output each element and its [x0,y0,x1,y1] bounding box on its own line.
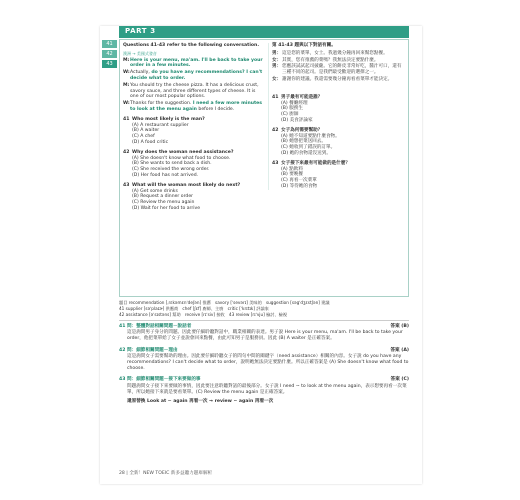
question-text: Who most likely is the man? [132,116,205,122]
vocab-line: 41 supplier [səˈplaɪɚ] 供應商 chef [ʃɛf] 廚師、主廚 critic [ˈkrɪtɪk] 評論家 [119,306,269,311]
explanation-43: 43 問：細節相關問題－接下來要做的事 答案 (C) 問題詢問女子接下來要做的事情，因此要注意聆聽對話的最後部分。女子說 I need ~ to look at the menu again，表示想要再看一次菜單，所以她接下來就是要看菜單。(C) Review the menu again 是正確答案。 還原替換 Look at ~ again 再看一次 → review ~ again 再看一次 [119,377,409,405]
side-tab-42: 42 [102,50,117,58]
explanation-body: 這是詢問女子需要幫助的理由。因此要仔細聆聽女子的問句中間的關鍵字（need assistance）相關的內容。女子說 do you have any recommendations? I can't decide what to order，說明她無法決定要點什麼。所以正確答案是 (A) She doesn't know what food to choose. [127,353,409,372]
option: (B) A waiter [132,128,160,134]
answer-label: 答案 (A) [390,347,409,353]
speaker-label: W: [123,101,130,107]
option: (D) Wait for her food to arrive [132,205,201,211]
translation-intro: 第 41-43 題與以下對話有關。 [272,43,336,48]
question-text: Why does the woman need assistance? [132,149,234,155]
conversation-line: M: You should try the cheese pizza. It has a delicious crust, savory sauce, and three different types of cheese. It is one of our most popular options. [123,82,259,100]
option: (C) She received the wrong order. [132,167,210,173]
key-phrase: do you have any recommendations? I can't decide what to order. [130,70,263,81]
part-label: PART 3 [125,27,156,35]
vocab-line: 42 assistance [əˈsɪstəns] 幫助 receive [rɪˈsiv] 接收 43 review [rɪˈvju] 檢討、檢視 [119,312,288,317]
conversation-intro: Questions 41-43 refer to the following conversation. [123,43,260,48]
explanation-42: 42 問：細節相關問題－理由 答案 (A) 這是詢問女子需要幫助的理由。因此要仔細聆聽女子的問句中間的關鍵字（need assistance）相關的內容。女子說 do you have any recommendations? I can't decide what to order，說明她無法決定要點什麼。所以正確答案是 (A) She doesn't know what food to choose. [119,347,409,372]
explanation-body: 問題詢問女子接下來要做的事情，因此要注意聆聽對話的最後部分。女子說 I need ~ to look at the menu again，表示想要再看一次菜單，所以她接下來就是要看菜單。(C) Review the menu again 是正確答案。 [127,383,407,395]
question-42 [123,150,263,179]
explanation-41: 41 問：整體對話相關問題－說話者 答案 (B) 這是詢問男子身分的問題。因此要仔細聆聽對話中，職業相關的表達。男子說 Here is your menu, ma'am. I'll be back to take your order，他把菜單給了女子並說會回來點餐，由此可知男子是服務員。因此 (B) A waiter 是正確答案。 [119,324,409,342]
key-phrase: Here is your menu, ma'am. I'll be back to take your order in a few minutes. [130,57,263,69]
translation-question-41: 41 男子最有可能是誰？ (A) 餐廳經理 (B) 服務生 (C) 廚師 (D) 美食評論家 [272,94,323,123]
speaker-label: W: [123,70,130,76]
part-banner [119,26,409,38]
speaker-label: M: [123,57,130,63]
answer-label: 答案 (C) [390,377,409,383]
conversation-column [123,43,263,212]
translation-column [268,43,406,190]
translation-question-42: 42 女子為何需要幫助？ (A) 她不知道要點什麼食物。 (B) 她想把菜送回去。 (C) 她收到了錯誤的訂單。 (D) 她的食物還沒送到。 [272,127,340,156]
conversation-line [123,58,263,70]
question-number: 42 [123,149,130,155]
translation-line: 男： 這是您的菜單，女士。我過幾分鐘再回來幫您點餐。 [272,50,388,56]
option: (C) A chef [132,134,155,140]
option: (A) Get some drinks [132,188,178,194]
conversation-line: W: Thanks for the suggestion. I need a few more minutes to look at the menu again before I decide. [123,101,263,112]
question-text: What will the woman most likely do next? [132,182,241,188]
side-tab-43: 43 [102,60,117,68]
vocab-line: 題目 recommendation [ˌrɛkəmɛnˈdeʃən] 推薦 savory [ˈsevərɪ] 美味的 suggestion [səgˈdʒɛstʃən] 建議 [119,300,330,305]
side-tabs [102,40,117,70]
conversation-line: W: Actually, do you have any recommendations? I can't decide what to order. [123,70,263,81]
question-number: 41 [123,116,130,122]
option: (A) She doesn't know what food to choose. [132,155,231,161]
option: (D) A food critic [132,139,169,145]
explanations [119,324,409,410]
paraphrase-note: 還原替換 Look at ~ again 再看一次 → review ~ again 再看一次 [127,399,274,405]
key-phrase: I need a few more minutes to look at the menu again [130,101,263,112]
option: (B) Request a dinner order [132,194,194,200]
accent-note: 澳洲 → 美國式發音 [123,50,157,56]
answer-label: 答案 (B) [390,324,409,329]
vocabulary-section [119,300,409,321]
question-number: 43 [123,182,130,188]
speaker-label: M: [123,82,130,88]
option: (D) Her food has not arrived. [132,172,199,178]
option: (C) Review the menu again [132,200,195,206]
explanation-title: 問：整體對話相關問題－說話者 [127,324,192,329]
side-tab-41: 41 [102,40,117,48]
explanation-title: 問：細節相關問題－接下來要做的事 [127,377,201,383]
explanation-title: 問：細節相關問題－理由 [127,347,178,353]
translation-line: 女： 謝謝你的建議。我還需要幾分鐘再看看菜單才能決定。 [272,76,393,82]
conversation-box [119,39,409,297]
page-footer: 28 | 全新！NEW TOEIC 新多益聽力題庫解析 [119,471,213,476]
question-41 [123,117,263,146]
question-43 [123,183,263,212]
page [100,26,422,484]
option: (A) A restaurant supplier [132,122,189,128]
translation-line: 男： 您應該試試起司披薩。它的餅皮非常好吃，醬汁可口，還有三種不同的起司。是我們最受歡迎的選擇之一。 [272,64,402,76]
translation-question-43: 43 女子接下來最有可能做的是什麼？ (A) 點飲料 (B) 要晚餐 (C) 再看一次菜單 (D) 等待她的食物 [272,160,350,189]
explanation-body: 這是詢問男子身分的問題。因此要仔細聆聽對話中，職業相關的表達。男子說 Here is your menu, ma'am. I'll be back to take your order，他把菜單給了女子並說會回來點餐，由此可知男子是服務員。因此 (B) A waiter 是正確答案。 [127,330,403,342]
translation-line: 女： 其實，您有推薦的菜嗎？我無法決定要點什麼。 [272,57,379,63]
option: (B) She wants to send back a dish. [132,161,212,167]
